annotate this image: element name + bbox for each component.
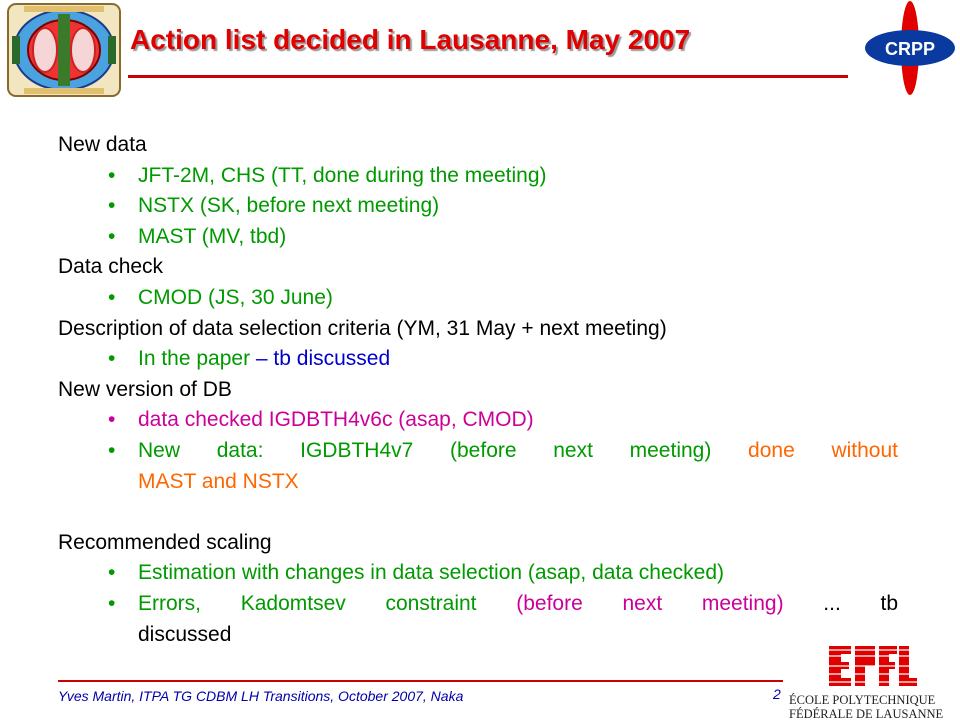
list-item-text: data checked IGDBTH4v6c (asap, CMOD) [138,408,534,432]
bullet: • [108,163,116,187]
bullet: • [108,438,116,462]
list-item [58,191,898,222]
bullet: • [108,194,116,218]
list-item-text-status: ... tb [823,591,899,615]
list-item [58,161,898,192]
epfl-logo-line2: FÉDÉRALE DE LAUSANNE [789,707,944,720]
list-item-text: New data: IGDBTH4v7 (before next meeting) [138,438,749,462]
footer-text: Yves Martin, ITPA TG CDBM LH Transitions, October 2007, Naka [58,688,464,704]
list-item-text: CMOD (JS, 30 June) [138,285,333,309]
list-item-continuation: MAST and NSTX [138,469,299,493]
list-item-text: NSTX (SK, before next meeting) [138,194,440,218]
crpp-logo-text: CRPP [884,39,936,59]
list-item-text: JFT-2M, CHS (TT, done during the meeting) [138,163,547,187]
section-heading-data-check: Data check [58,255,164,279]
list-item-text: Estimation with changes in data selection (asap, data checked) [138,561,725,585]
list-item-text-deadline: (before next meeting) [516,591,824,615]
list-item [58,222,898,253]
bullet: • [108,285,116,309]
bullet: • [108,347,116,371]
bullet: • [108,224,116,248]
section-heading-description: Description of data selection criteria (YM, 31 May + next meeting) [58,316,667,340]
section-heading-new-version: New version of DB [58,377,232,401]
blank-line [58,497,898,528]
list-item-text: Errors, Kadomtsev constraint [138,591,517,615]
list-item [58,558,898,589]
title-divider [128,75,848,78]
list-item-text: In the paper [138,347,256,371]
list-item-text-status: done without [748,438,898,462]
epfl-logo [785,640,960,720]
bullet: • [108,408,116,432]
list-item-justified-line [138,436,898,467]
list-item [58,283,898,314]
page-title: Action list decided in Lausanne, May 2007 [130,24,691,55]
footer-divider [58,680,783,682]
section-heading-scaling: Recommended scaling [58,530,272,554]
section-heading-new-data: New data [58,133,147,156]
list-item [58,344,898,375]
list-item-continuation: discussed [138,622,232,646]
list-item-text-status: – tb discussed [255,347,391,371]
list-item-justified-line [138,589,898,620]
list-item [58,589,898,620]
bullet: • [108,591,116,615]
epfl-logo-line1: ÉCOLE POLYTECHNIQUE [789,693,936,707]
tokamak-logo [0,0,128,100]
list-item [58,436,898,467]
bullet: • [108,561,116,585]
list-item-text: MAST (MV, tbd) [138,224,287,248]
page-number: 2 [773,686,781,702]
list-item [58,405,898,436]
action-list [58,130,898,650]
crpp-logo [860,0,960,96]
